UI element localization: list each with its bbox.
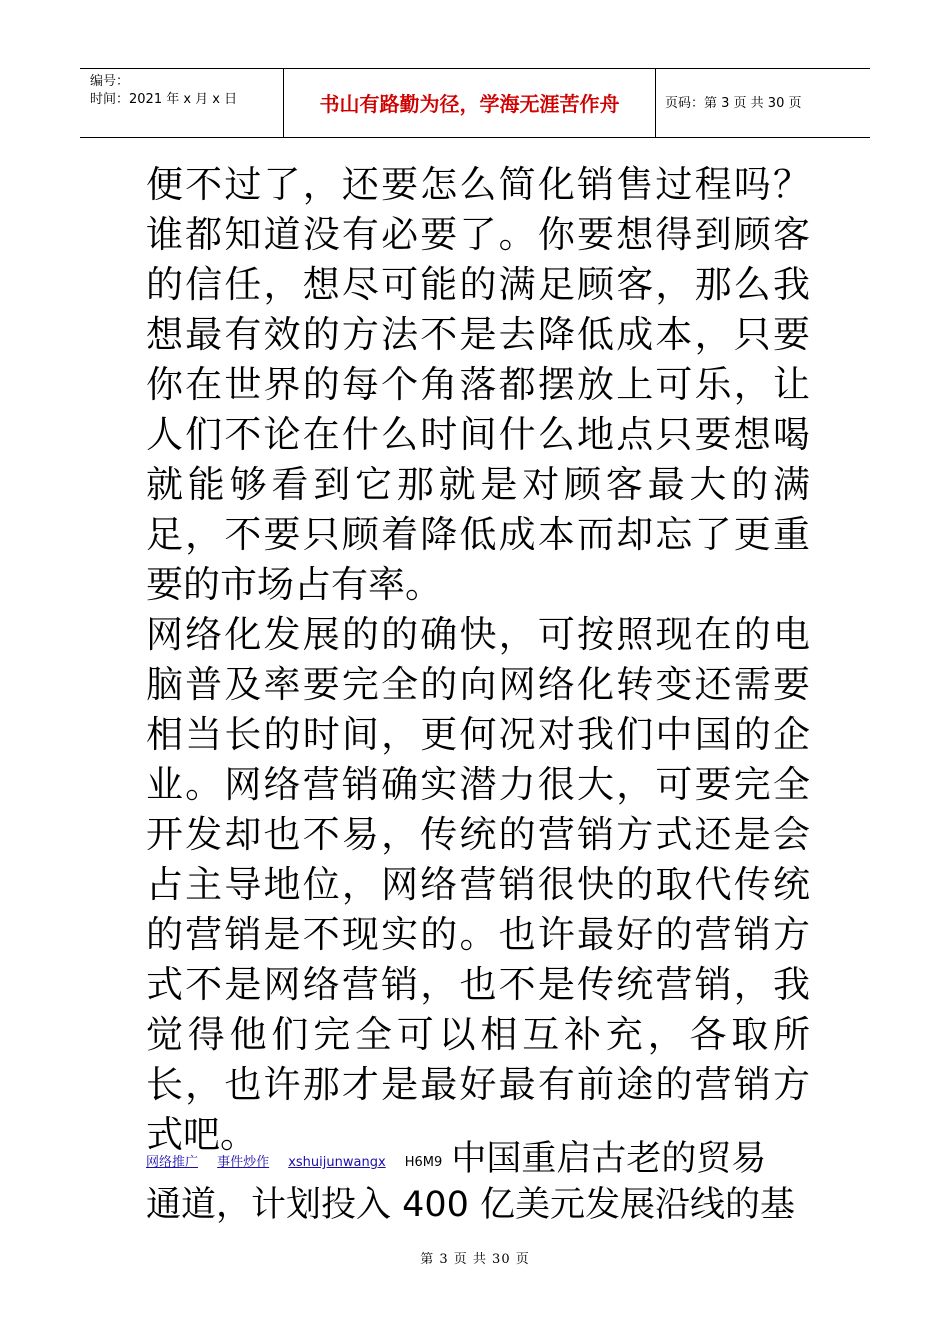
page-header: [80, 68, 870, 138]
headline-start: 中国重启古老的贸易: [451, 1139, 767, 1179]
body-paragraph-2: 网络化发展的的确快，可按照现在的电脑普及率要完全的向网络化转变还需要相当长的时间，更何况对我们中国的企业。网络营销确实潜力很大，可要完全开发却也不易，传统的营销方式还是会占主导地位，网络营销很快的取代传统的营销是不现实的。也许最好的营销方式不是网络营销，也不是传统营销，我觉得他们完全可以相互补充，各取所长，也许那才是最好最有前途的营销方式吧。: [146, 613, 810, 1156]
header-meta-cell: [80, 69, 283, 137]
body-content: [146, 160, 810, 1160]
link-event-hype[interactable]: 事件炒作: [217, 1155, 270, 1170]
header-motto: 书山有路勤为径，学海无涯苦作舟: [319, 92, 620, 116]
link-xshuijunwangx[interactable]: xshuijunwangx: [288, 1155, 386, 1170]
article-code: H6M9: [404, 1155, 443, 1170]
header-page-info: 页码：第 3 页 共 30 页: [665, 96, 802, 111]
document-date-label: 时间：2021 年 x 月 x 日: [90, 92, 238, 107]
headline-line-2: 通道，计划投入 400 亿美元发展沿线的基: [146, 1185, 796, 1225]
body-paragraph-1: 便不过了，还要怎么简化销售过程吗？谁都知道没有必要了。你要想得到顾客的信任，想尽可能的满足顾客，那么我想最有效的方法不是去降低成本，只要你在世界的每个角落都摆放上可乐，让人们不论在什么时间什么地点只要想喝就能够看到它那就是对顾客最大的满足，不要只顾着降低成本而却忘了更重要的市场占有率。: [146, 163, 810, 606]
page-footer: 第 3 页 共 30 页: [420, 1252, 530, 1267]
header-motto-cell: [283, 69, 656, 137]
header-page-cell: [655, 69, 870, 137]
link-line: [146, 1134, 810, 1184]
link-network-promotion[interactable]: 网络推广: [146, 1155, 199, 1170]
document-number-label: 编号：: [90, 74, 130, 89]
